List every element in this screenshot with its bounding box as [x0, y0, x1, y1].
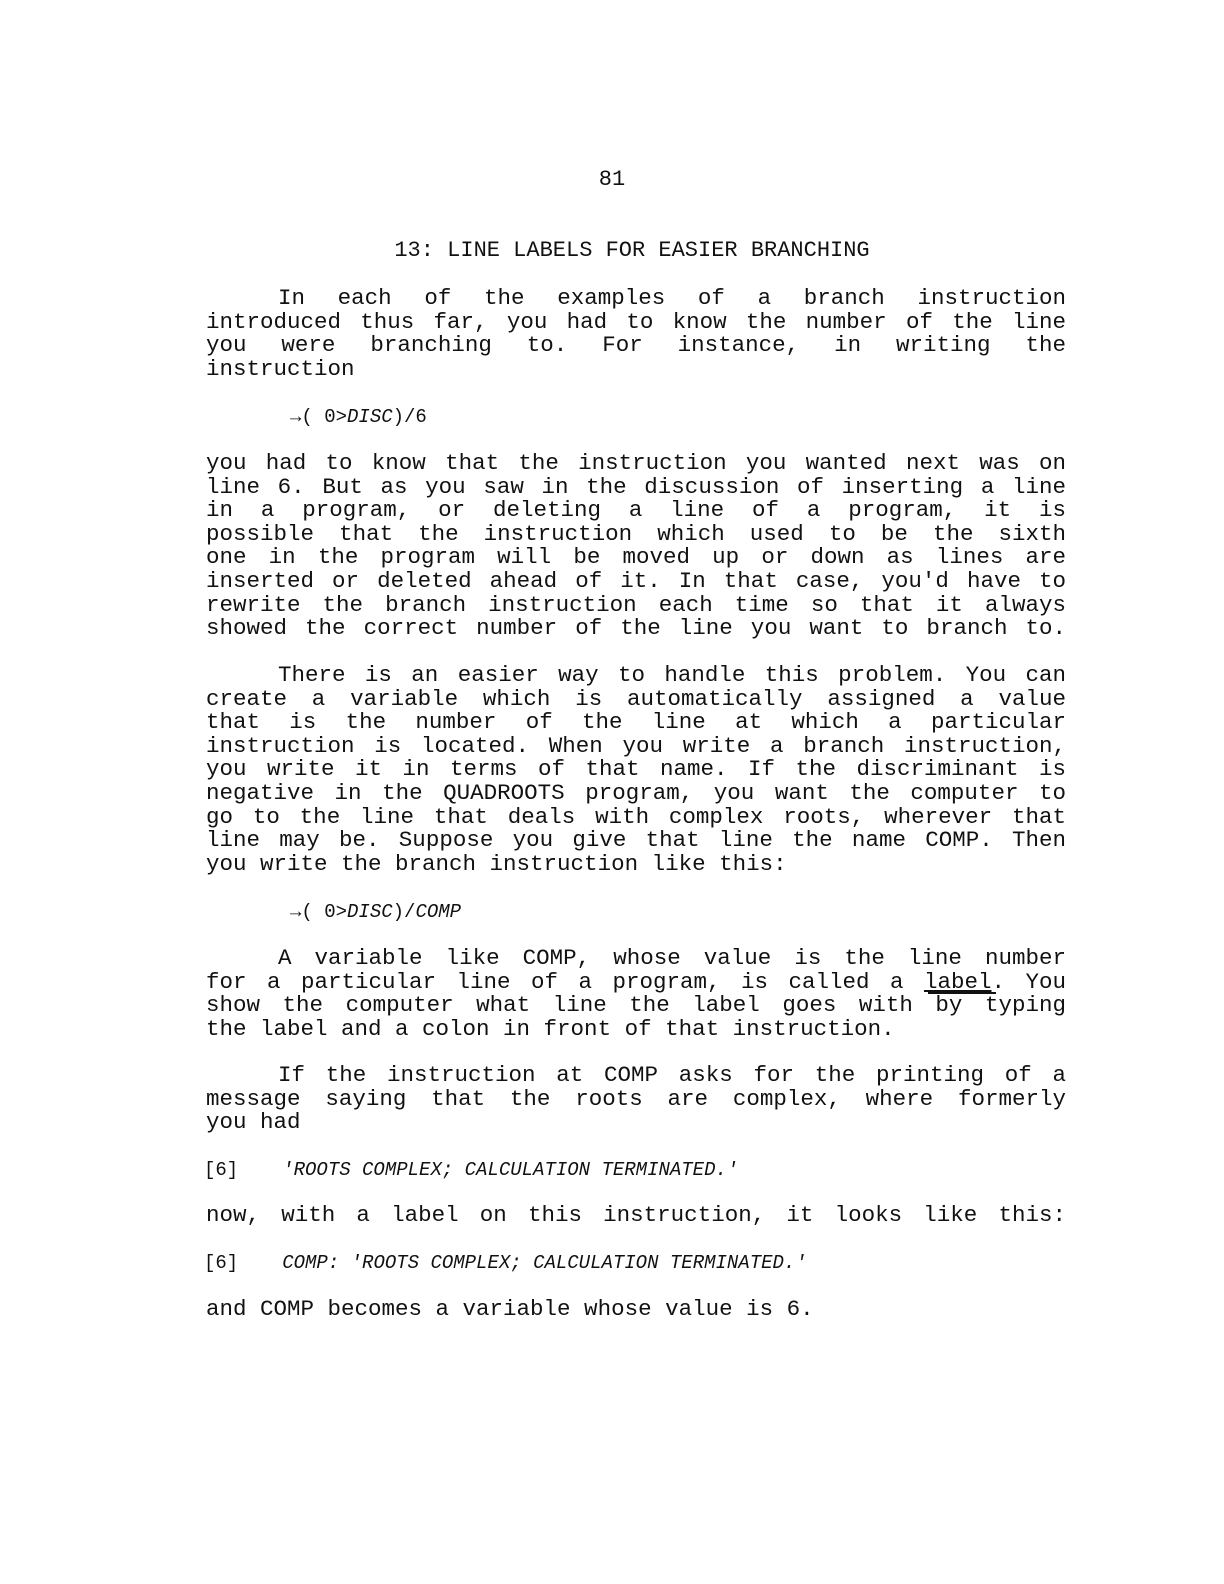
text-line: you had	[206, 1109, 301, 1136]
text-line: create a variable which is automatically assigned a value	[206, 685, 1066, 712]
page-number: 81	[598, 167, 626, 192]
text-line: you write the branch instruction like this:	[206, 850, 787, 877]
text-line: A variable like COMP, whose value is the line number	[278, 945, 1066, 971]
text-line: negative in the QUADROOTS program, you want the computer to	[206, 779, 1066, 806]
text-line: show the computer what line the label goes with by typing	[206, 992, 1066, 1019]
text-line: line may be. Suppose you give that line the name COMP. Then	[206, 827, 1066, 854]
code-string: 'ROOTS COMPLEX; CALCULATION TERMINATED.'	[350, 1252, 807, 1274]
text-line: instruction is located. When you write a branch instruction,	[206, 732, 1066, 759]
paragraph-now	[206, 1204, 1066, 1228]
paragraph-problem	[206, 452, 1066, 641]
code-branch-label	[290, 900, 461, 924]
text-line: you were branching to. For instance, in writing the	[206, 332, 1066, 359]
text-line: now, with a label on this instruction, it looks like this:	[206, 1202, 1066, 1228]
code-labelled-line	[204, 1251, 807, 1275]
text-line: introduced thus far, you had to know the number of the line	[206, 308, 1066, 335]
paragraph-solution	[206, 664, 1066, 876]
code-branch-numeric	[290, 405, 427, 429]
text-line: possible that the instruction which used to be the sixth	[206, 520, 1066, 547]
text-line: message saying that the roots are complex, where formerly	[206, 1085, 1066, 1112]
chapter-title: 13: LINE LABELS FOR EASIER BRANCHING	[394, 238, 870, 263]
paragraph-example-intro	[206, 1064, 1066, 1135]
term-label: label	[923, 968, 992, 995]
code-label: COMP	[415, 901, 462, 923]
code-fragment: )/6	[392, 406, 427, 428]
text-line: in a program, or deleting a line of a program, it is	[206, 497, 1066, 524]
code-fragment: ( 0>	[301, 901, 348, 923]
paragraph-conclusion	[206, 1298, 1066, 1322]
text-line: the label and a colon in front of that instruction.	[206, 1015, 895, 1042]
text-line: rewrite the branch instruction each time so that it always	[206, 591, 1066, 618]
code-line-number: [6]	[204, 1252, 239, 1274]
code-variable: DISC	[347, 406, 393, 428]
paragraph-label-definition	[206, 947, 1066, 1041]
text-line: showed the correct number of the line you want to branch to.	[206, 615, 1066, 642]
text-line: one in the program will be moved up or down as lines are	[206, 544, 1066, 571]
right-arrow-icon: →	[290, 406, 302, 428]
text-line: you had to know that the instruction you wanted next was on	[206, 450, 1066, 476]
text-line: that is the number of the line at which a particular	[206, 709, 1066, 736]
code-line-number: [6]	[204, 1159, 239, 1181]
text-line	[206, 968, 1066, 995]
text-line: There is an easier way to handle this problem. You can	[278, 662, 1066, 688]
code-fragment: )/	[392, 901, 416, 923]
text-line: you write it in terms of that name. If the discriminant is	[206, 756, 1066, 783]
text-line: go to the line that deals with complex roots, wherever that	[206, 803, 1066, 830]
text-fragment: for a particular line of a program, is called a	[206, 968, 904, 995]
code-string: 'ROOTS COMPLEX; CALCULATION TERMINATED.'	[282, 1159, 739, 1181]
code-label: COMP:	[282, 1252, 340, 1274]
text-line: line 6. But as you saw in the discussion of inserting a line	[206, 473, 1066, 500]
code-fragment: ( 0>	[301, 406, 348, 428]
text-line: inserted or deleted ahead of it. In that case, you'd have to	[206, 567, 1066, 594]
text-line: If the instruction at COMP asks for the printing of a	[278, 1062, 1066, 1088]
paragraph-intro	[206, 287, 1066, 381]
handwritten-mark	[928, 992, 996, 994]
right-arrow-icon: →	[290, 901, 302, 923]
text-fragment: . You	[991, 968, 1066, 995]
text-line: instruction	[206, 355, 355, 382]
text-line: In each of the examples of a branch instruction	[278, 285, 1066, 311]
text-line: and COMP becomes a variable whose value is 6.	[206, 1296, 814, 1322]
code-message-line	[204, 1158, 738, 1182]
code-variable: DISC	[347, 901, 393, 923]
